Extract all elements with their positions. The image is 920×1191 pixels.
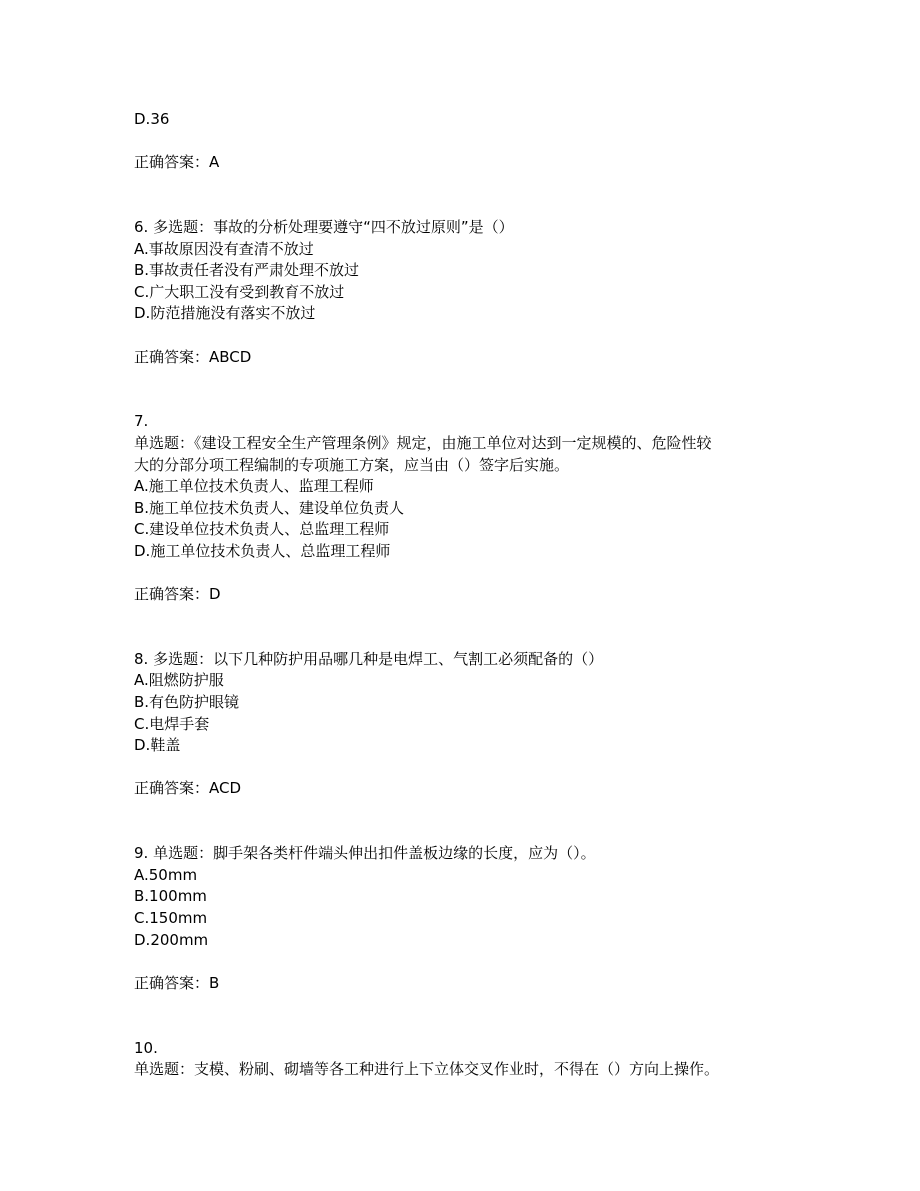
q8-option-d: D.鞋盖: [134, 736, 181, 755]
q9-option-b: B.100mm: [134, 887, 207, 906]
q9-stem: 9. 单选题：脚手架各类杆件端头伸出扣件盖板边缘的长度，应为（）。: [134, 844, 596, 863]
q7-stem-line-1: 单选题：《建设工程安全生产管理条例》规定，由施工单位对达到一定规模的、危险性较: [134, 433, 712, 452]
q7-option-a: A.施工单位技术负责人、监理工程师: [134, 477, 374, 496]
document-page: [134, 0, 794, 1081]
q6-answer: 正确答案：ABCD: [134, 347, 252, 366]
q7-stem-line-2: 大的分部分项工程编制的专项施工方案，应当由（）签字后实施。: [134, 455, 570, 474]
q10-stem: 单选题：支模、粉刷、砌墙等各工种进行上下立体交叉作业时，不得在（）方向上操作。: [134, 1060, 720, 1079]
q7-option-d: D.施工单位技术负责人、总监理工程师: [134, 541, 391, 560]
q8-option-b: B.有色防护眼镜: [134, 693, 240, 712]
q6-stem: 6. 多选题：事故的分析处理要遵守“四不放过原则”是（）: [134, 217, 514, 236]
prev-answer: 正确答案：A: [134, 153, 220, 172]
q6-option-b: B.事故责任者没有严肃处理不放过: [134, 261, 360, 280]
q6-option-c: C.广大职工没有受到教育不放过: [134, 282, 345, 301]
q9-answer: 正确答案：B: [134, 973, 220, 992]
q7-option-c: C.建设单位技术负责人、总监理工程师: [134, 520, 390, 539]
q10-number: 10.: [134, 1038, 158, 1057]
q7-answer: 正确答案：D: [134, 585, 221, 604]
q6-option-a: A.事故原因没有查清不放过: [134, 239, 314, 258]
q7-option-b: B.施工单位技术负责人、建设单位负责人: [134, 498, 405, 517]
q8-stem: 8. 多选题：以下几种防护用品哪几种是电焊工、气割工必须配备的（）: [134, 649, 604, 668]
q8-option-a: A.阻燃防护服: [134, 671, 224, 690]
q8-option-c: C.电焊手套: [134, 714, 210, 733]
prev-option-d: D.36: [134, 110, 170, 128]
q8-answer: 正确答案：ACD: [134, 779, 242, 798]
q9-option-d: D.200mm: [134, 930, 209, 949]
q9-option-c: C.150mm: [134, 908, 208, 927]
q9-option-a: A.50mm: [134, 865, 198, 884]
q6-option-d: D.防范措施没有落实不放过: [134, 304, 316, 323]
q7-number: 7.: [134, 412, 149, 431]
